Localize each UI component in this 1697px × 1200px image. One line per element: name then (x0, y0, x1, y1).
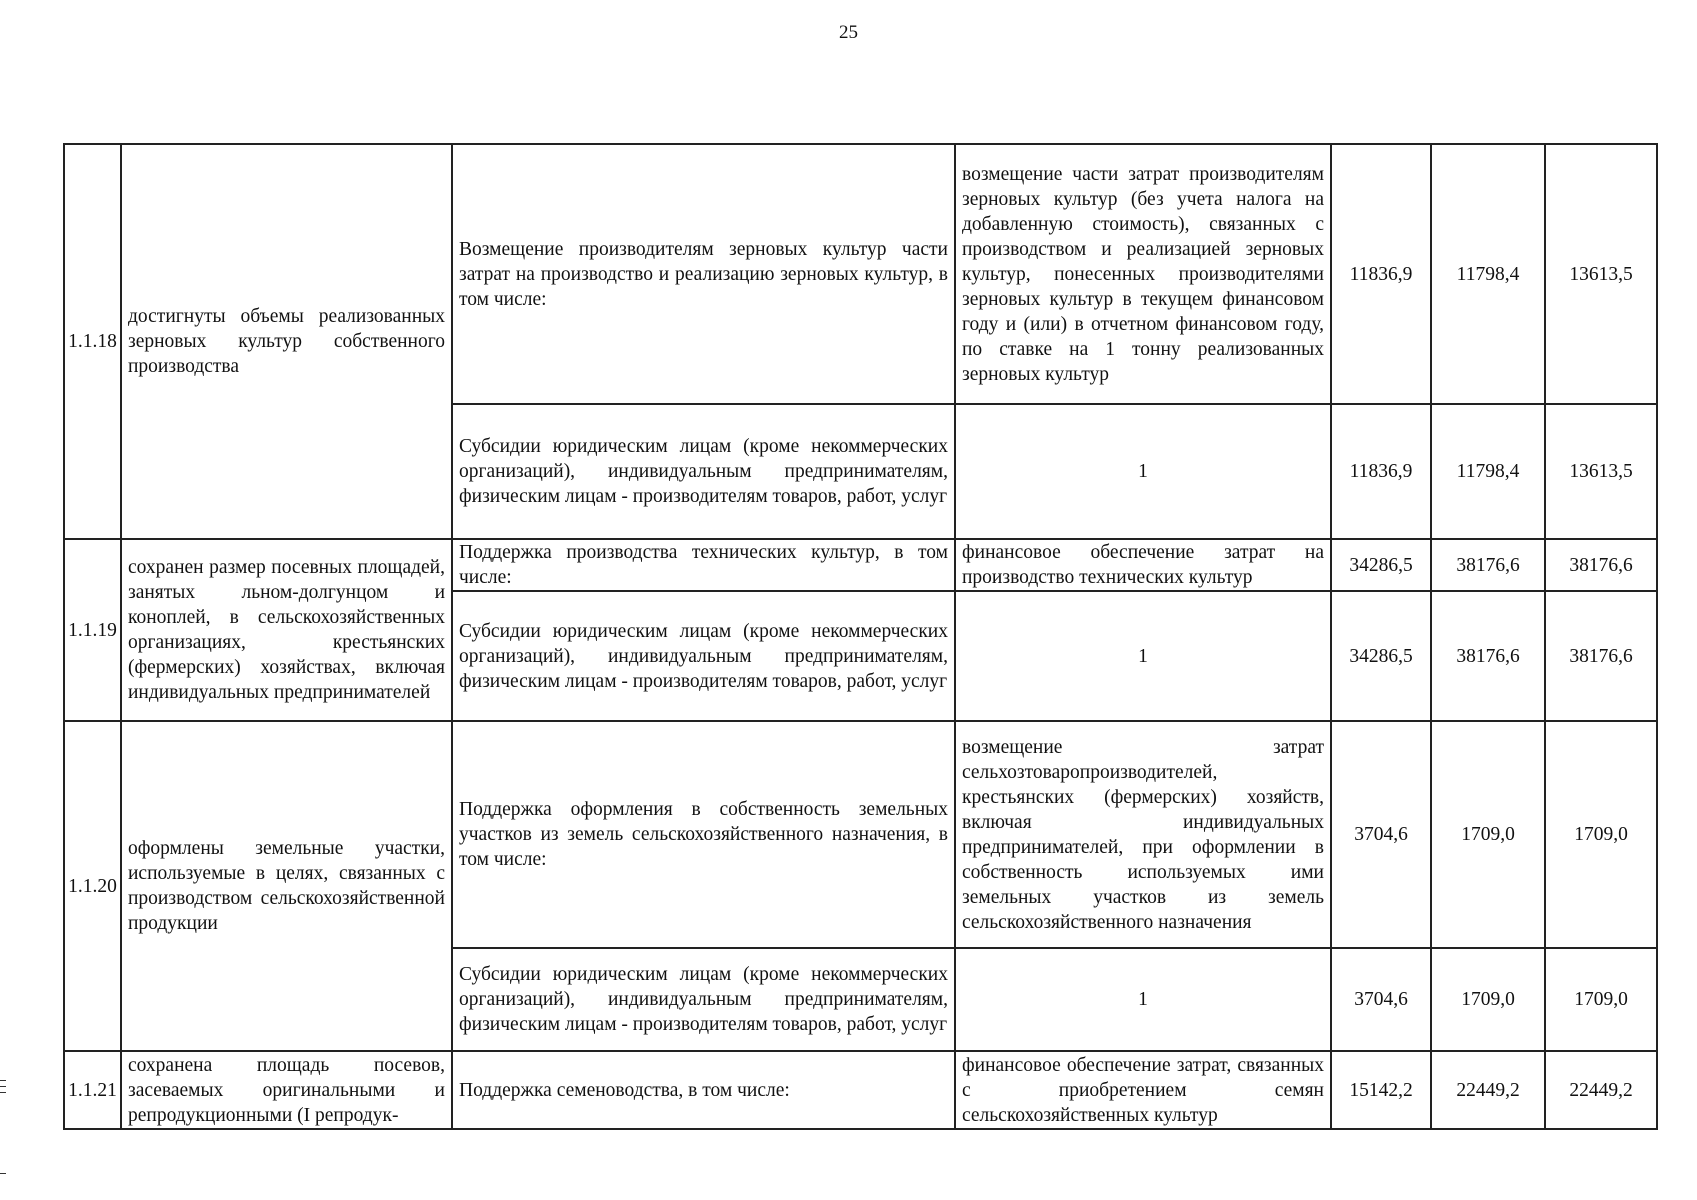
table-row (64, 721, 1657, 948)
measure-cell: Поддержка оформления в собственность земельных участков из земель сельскохозяйственного назначения, в том числе: (452, 721, 955, 948)
margin-mark (0, 1173, 6, 1174)
value-cell: 11798,4 (1431, 144, 1545, 404)
result-cell: оформлены земельные участки, используемые в целях, связанных с производством сельскохозяйственной продукции (121, 721, 452, 1051)
program-table (63, 143, 1658, 1130)
measure-cell: Субсидии юридическим лицам (кроме некоммерческих организаций), индивидуальным предпринимателям, физическим лицам - производителям товаров, работ, услуг (452, 948, 955, 1051)
value-cell: 1709,0 (1545, 721, 1657, 948)
result-cell: сохранена площадь посевов, засеваемых оригинальными и репродукционными (I репродук- (121, 1051, 452, 1129)
value-cell: 38176,6 (1431, 539, 1545, 591)
basis-cell: финансовое обеспечение затрат на производство технических культур (955, 539, 1331, 591)
margin-mark (0, 1086, 6, 1087)
row-code: 1.1.20 (64, 721, 121, 1051)
value-cell: 34286,5 (1331, 591, 1431, 721)
basis-cell: 1 (955, 591, 1331, 721)
value-cell: 13613,5 (1545, 144, 1657, 404)
basis-cell: финансовое обеспечение затрат, связанных с приобретением семян сельскохозяйственных культур (955, 1051, 1331, 1129)
value-cell: 34286,5 (1331, 539, 1431, 591)
value-cell: 1709,0 (1431, 721, 1545, 948)
margin-mark (0, 1080, 6, 1081)
value-cell: 22449,2 (1545, 1051, 1657, 1129)
value-cell: 11836,9 (1331, 404, 1431, 539)
margin-mark (0, 1092, 6, 1093)
value-cell: 22449,2 (1431, 1051, 1545, 1129)
table-row (64, 539, 1657, 591)
value-cell: 15142,2 (1331, 1051, 1431, 1129)
page-number: 25 (839, 22, 858, 43)
basis-cell: возмещение части затрат производителям зерновых культур (без учета налога на добавленную стоимость), связанных с производством и реализацией зерновых культур, понесенных производителями зерновых культур в текущем финансовом году и (или) в отчетном финансовом году, по ставке на 1 тонну реализованных зерновых культур (955, 144, 1331, 404)
value-cell: 38176,6 (1545, 539, 1657, 591)
value-cell: 38176,6 (1431, 591, 1545, 721)
table-row (64, 1051, 1657, 1129)
basis-cell: возмещение затрат сельхозтоваропроизводителей, крестьянских (фермерских) хозяйств, включая индивидуальных предпринимателей, при оформлении в собственность используемых ими земельных участков из земель сельскохозяйственного назначения (955, 721, 1331, 948)
value-cell: 3704,6 (1331, 721, 1431, 948)
table-row (64, 144, 1657, 404)
value-cell: 1709,0 (1545, 948, 1657, 1051)
measure-cell: Поддержка семеноводства, в том числе: (452, 1051, 955, 1129)
value-cell: 11798,4 (1431, 404, 1545, 539)
measure-cell: Поддержка производства технических культур, в том числе: (452, 539, 955, 591)
basis-cell: 1 (955, 404, 1331, 539)
value-cell: 3704,6 (1331, 948, 1431, 1051)
value-cell: 13613,5 (1545, 404, 1657, 539)
row-code: 1.1.21 (64, 1051, 121, 1129)
row-code: 1.1.19 (64, 539, 121, 721)
measure-cell: Субсидии юридическим лицам (кроме некоммерческих организаций), индивидуальным предпринимателям, физическим лицам - производителям товаров, работ, услуг (452, 404, 955, 539)
basis-cell: 1 (955, 948, 1331, 1051)
value-cell: 1709,0 (1431, 948, 1545, 1051)
value-cell: 38176,6 (1545, 591, 1657, 721)
measure-cell: Субсидии юридическим лицам (кроме некоммерческих организаций), индивидуальным предпринимателям, физическим лицам - производителям товаров, работ, услуг (452, 591, 955, 721)
result-cell: сохранен размер посевных площадей, занятых льном-долгунцом и коноплей, в сельскохозяйственных организациях, крестьянских (фермерских) хозяйствах, включая индивидуальных предпринимателей (121, 539, 452, 721)
measure-cell: Возмещение производителям зерновых культур части затрат на производство и реализацию зерновых культур, в том числе: (452, 144, 955, 404)
result-cell: достигнуты объемы реализованных зерновых культур собственного производства (121, 144, 452, 539)
row-code: 1.1.18 (64, 144, 121, 539)
value-cell: 11836,9 (1331, 144, 1431, 404)
